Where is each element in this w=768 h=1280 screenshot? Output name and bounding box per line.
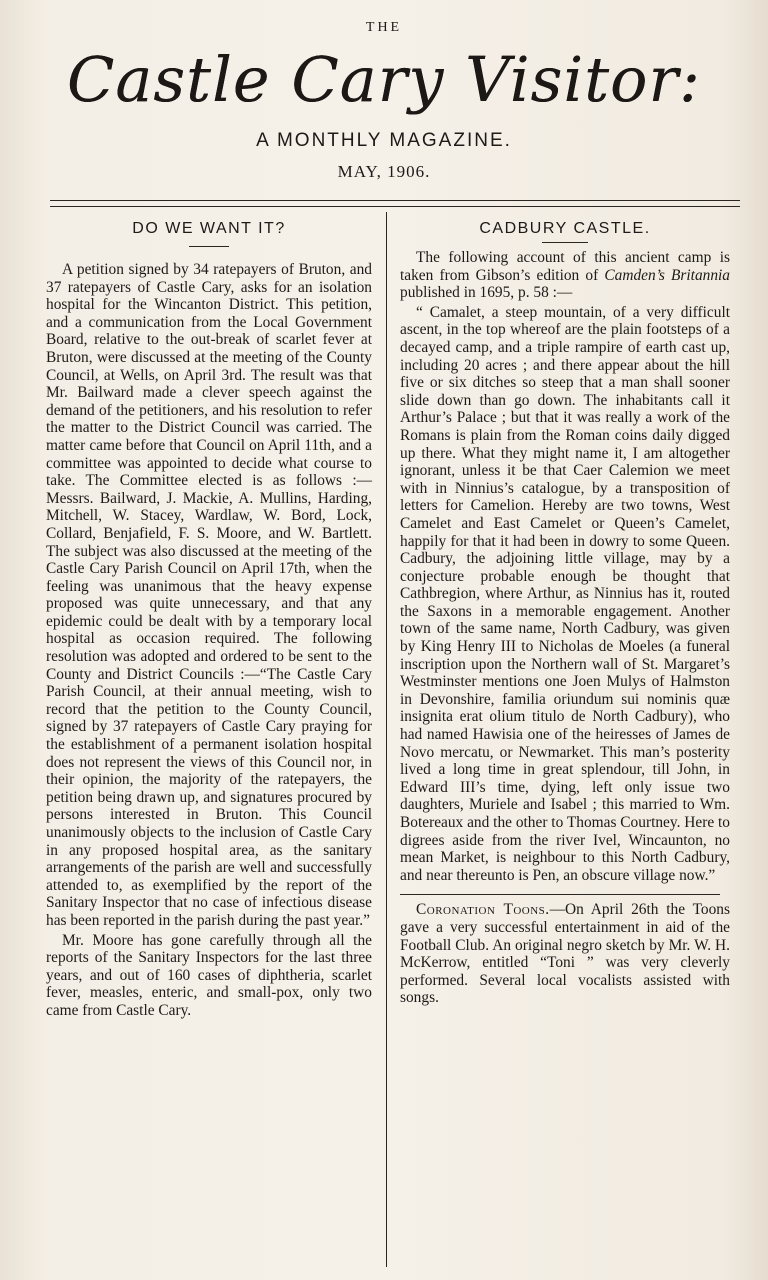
intro-text: The following account of this ancient camp is taken from Gibson’s edition of: [400, 249, 730, 284]
magazine-subtitle: A MONTHLY MAGAZINE.: [256, 130, 512, 151]
heading-rule: [189, 246, 229, 247]
header-rule-top: [50, 200, 740, 201]
masthead-the: THE: [365, 20, 403, 35]
left-column: [46, 214, 372, 1020]
masthead-title: Castle Cary Visitor:: [66, 43, 702, 116]
article-intro: [400, 249, 730, 302]
right-column: [400, 214, 730, 1007]
column-divider: [386, 212, 387, 1267]
article-heading-do-we-want-it: DO WE WANT IT?: [132, 220, 286, 237]
note-text: —On April 26th the Toons gave a very successful entertainment in aid of the Football Club. An original negro sketch by Mr. W. H. McKerrow, entitled “Toni ” was very cleverly performed. Several local vocalists assisted with songs.: [400, 901, 730, 1007]
header-rule-bottom: [50, 206, 740, 207]
note-title: Coronation Toons.: [416, 901, 550, 919]
article-heading-cadbury-castle: CADBURY CASTLE.: [479, 220, 651, 237]
notes-rule: [400, 894, 720, 895]
article-quote: “ Camalet, a steep mountain, of a very difficult ascent, in the top whereof are the plain footsteps of a decayed camp, and a triple rampire of earth cast up, including 20 acres ; and there appear about the hill five or six ditches so steep that a man shall sooner slide down than go down. The inhabitants call it Arthur’s Palace ; but that it was really a work of the Romans is plain from the Roman coins daily digged up there. What they might name it, I am altogether ignorant, unless it be that Caer Calemion we meet with in Ninnius’s catalogue, by a transposition of letters for Camelion. Hereby are two towns, West Camelet and East Camelet or Queen’s Camelet, happily for that it had been in dowry to some Queen. Cadbury, the adjoining little village, may by a conjecture probable enough be thought that Cathbregion, where Arthur, as Ninnius has it, routed the Saxons in a memorable engagement. Another town of the same name, North Cadbury, was given by King Henry III to Nicholas de Moeles (a funeral inscription upon the Northern wall of St. Margaret’s Westminster mentions one Joen Mulys of Halmston in Devonshire, familia oriundum sui nominis quæ insignita erat olium titulo de North Cadbury), who had named Hawisia one of the heiresses of James de Novo mercatu, or Newmarket. This man’s posterity lived a long time in great splendour, till John, in Edward III’s time, dying, left only issue two daughters, Muriele and Isabel ; this married to Wm. Botereaux and the other to Thomas Courtney. Here to digrees aside from the river Ivel, Wincaunton, no mean Market, is neighbour to this North Cadbury, and near thereunto is Pen, an obscure village now.”: [400, 303, 730, 884]
article-paragraph: Mr. Moore has gone carefully through all the reports of the Sanitary Inspectors for the last three years, and out of 160 cases of diphtheria, scarlet fever, measles, enteric, and small-pox, only two came from Castle Cary.: [46, 931, 372, 1019]
issue-date: MAY, 1906.: [337, 162, 431, 181]
book-title: Camden’s Britannia: [604, 266, 731, 284]
local-note: [400, 901, 730, 1007]
intro-text-end: published in 1695, p. 58 :—: [400, 284, 573, 302]
heading-rule: [542, 242, 588, 243]
article-paragraph: A petition signed by 34 ratepayers of Bruton, and 37 ratepayers of Castle Cary, asks for an isolation hospital for the Wincanton District. This petition, and a communication from the Local Government Board, relative to the out-break of scarlet fever at Bruton, were discussed at the meeting of the County Council, at Wells, on April 3rd. The result was that Mr. Bailward made a clever speech against the demand of the petitioners, and his resolution to refer the matter to the District Council was carried. The matter came before that Council on April 11th, and a committee was appointed to decide what course to take. The Committee elected is as follows :—Messrs. Bailward, J. Mackie, A. Mullins, Harding, Mitchell, W. Stacey, Wardlaw, W. Bord, Lock, Collard, Benjafield, F. S. Moore, and W. Bartlett. The subject was also discussed at the meeting of the Castle Cary Parish Council on April 17th, when the feeling was unanimous that the heavy expense proposed was quite unnecessary, and that any epidemic could be dealt with by a temporary local hospital as occasion required. The following resolution was adopted and ordered to be sent to the County and District Councils :—“The Castle Cary Parish Council, at their annual meeting, wish to record that the petition to the County Council, signed by 37 ratepayers of Castle Cary praying for the establishment of a permanent isolation hospital does not represent the views of this Council nor, in their opinion, the majority of the ratepayers, the petition being drawn up, and signatures procured by persons interested in Bruton. This Council unanimously objects to the inclusion of Castle Cary in any proposed hospital area, as the sanitary arrangements of the parish are well and successfully attended to, as exemplified by the report of the Sanitary Inspector that no case of infectious disease has been reported in the parish during the past year.”: [46, 261, 372, 929]
